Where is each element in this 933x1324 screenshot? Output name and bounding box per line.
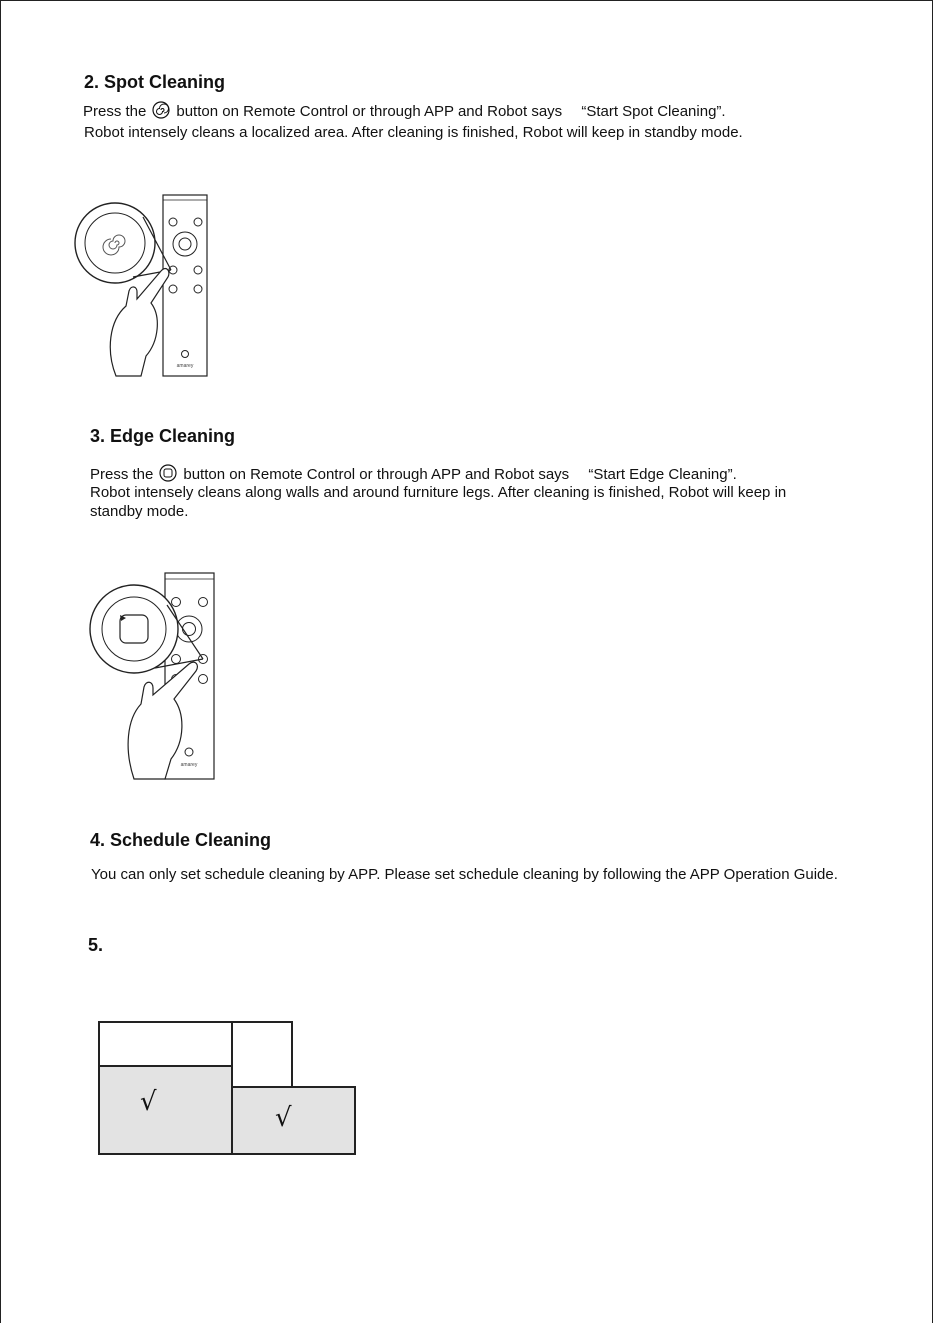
remote-spot-illustration bbox=[71, 191, 216, 381]
section-five-table bbox=[98, 1021, 356, 1155]
edge-cleaning-description-2: standby mode. bbox=[90, 503, 189, 520]
spot-line1-post: button on Remote Control or through APP and Robot says “Start Spot Cleaning”. bbox=[176, 103, 726, 120]
spot-cleaning-icon bbox=[152, 101, 170, 119]
spot-cleaning-instruction bbox=[83, 101, 726, 121]
table-header-cell-2 bbox=[231, 1021, 293, 1088]
remote-edge-illustration bbox=[89, 569, 224, 784]
edge-cleaning-description-1: Robot intensely cleans along walls and around furniture legs. After cleaning is finished, Robot will keep in bbox=[90, 484, 787, 501]
edge-cleaning-instruction bbox=[90, 464, 737, 484]
edge-cleaning-icon bbox=[159, 464, 177, 482]
edge-line1-post: button on Remote Control or through APP and Robot says “Start Edge Cleaning”. bbox=[183, 466, 737, 483]
remote-brand-label-2: amarey bbox=[180, 762, 198, 768]
section-five-heading: 5. bbox=[88, 935, 104, 955]
table-header-cell-1 bbox=[98, 1021, 233, 1067]
edge-cleaning-heading: 3. Edge Cleaning bbox=[90, 426, 236, 446]
schedule-cleaning-description: You can only set schedule cleaning by APP. Please set schedule cleaning by following the APP Operation Guide. bbox=[91, 866, 838, 883]
spot-line1-pre: Press the bbox=[83, 103, 147, 120]
table-cell-1 bbox=[98, 1065, 233, 1155]
remote-brand-label: amarey bbox=[176, 363, 194, 369]
table-cell-2 bbox=[231, 1086, 356, 1155]
spot-cleaning-heading: 2. Spot Cleaning bbox=[84, 72, 226, 92]
check-mark-1: √ bbox=[140, 1087, 157, 1117]
check-mark-2: √ bbox=[275, 1103, 292, 1133]
schedule-cleaning-heading: 4. Schedule Cleaning bbox=[90, 830, 272, 850]
edge-line1-pre: Press the bbox=[90, 466, 154, 483]
spot-cleaning-description: Robot intensely cleans a localized area. After cleaning is finished, Robot will keep in standby mode. bbox=[84, 124, 743, 141]
